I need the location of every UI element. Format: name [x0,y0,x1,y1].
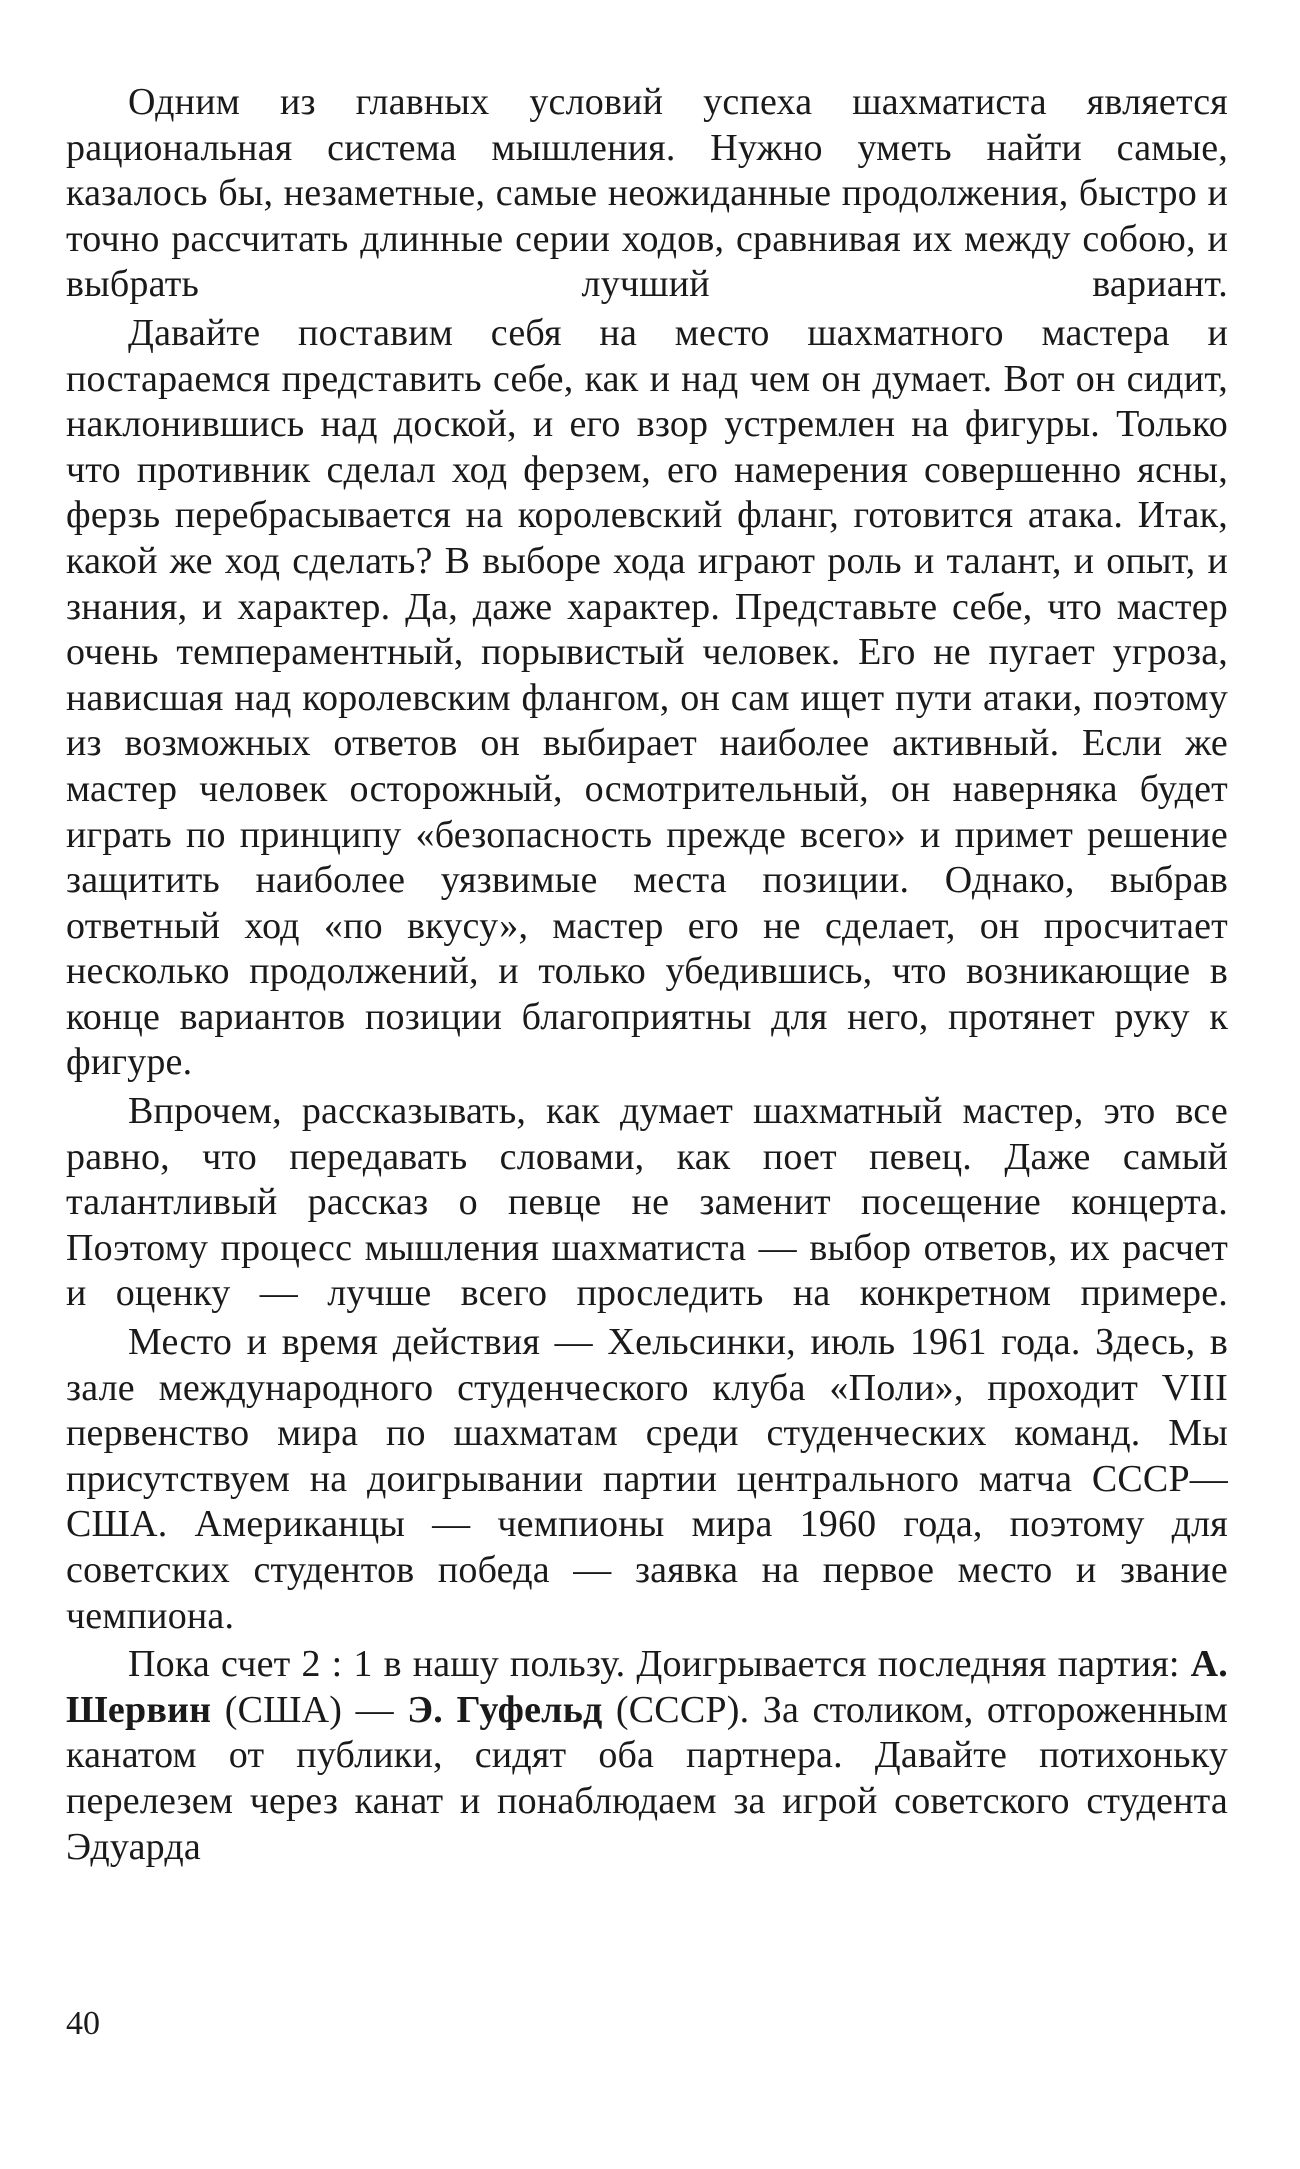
paragraph-helsinki-1961: Место и время действия — Хельсинки, июль 1961 года. Здесь, в зале международного студенческого клуба «Поли», проходит VIII первенство мира по шахматам среди студенческих команд. Мы присутствуем на доигрывании партии центрального матча СССР—США. Американцы — чемпионы мира 1960 года, поэтому для советских студентов победа — заявка на первое место и звание чемпиона. [66,1321,1228,1637]
paragraph-singer-comparison: Впрочем, рассказывать, как думает шахматный мастер, это все равно, что передавать словами, как поет певец. Даже самый талантливый рассказ о певце не заменит посещение концерта. Поэтому процесс мышления шахматиста — выбор ответов, их расчет и оценку — лучше всего проследить на конкретном примере. [66,1090,1228,1315]
last-game-tail-text: (СССР). За столиком, отгороженным канатом от публики, сидят оба партнера. Давайте потихоньку перелезем через канат и понаблюдаем за игрой советского студента Эдуарда [66,1688,1228,1868]
paragraph-last-game [66,1642,1228,1870]
paragraph-master-thinking: Давайте поставим себя на место шахматного мастера и постараемся представить себе, как и над чем он думает. Вот он сидит, наклонившись над доской, и его взор устремлен на фигуры. Только что противник сделал ход ферзем, его намерения совершенно ясны, ферзь перебрасывается на королевский фланг, готовится атака. Итак, какой же ход сделать? В выборе хода играют роль и талант, и опыт, и знания, и характер. Да, даже характер. Представьте себе, что мастер очень темпераментный, порывистый человек. Его не пугает угроза, нависшая над королевским флангом, он сам ищет пути атаки, поэтому из возможных ответов он выбирает наиболее активный. Если же мастер человек осторожный, осмотрительный, он наверняка будет играть по принципу «безопасность прежде всего» и примет решение защитить наиболее уязвимые места позиции. Однако, выбрав ответный ход «по вкусу», мастер его не сделает, он просчитает несколько продолжений, и только убедившись, что возникающие в конце вариантов позиции благоприятны для него, протянет руку к фигуре. [66,311,1228,1084]
player-sherwin: А. Шервин [66,1643,1228,1731]
last-game-lead-text: Пока счет 2 : 1 в нашу пользу. Доигрывается последняя партия: [128,1643,1191,1686]
country-usa-text: (США) — [211,1688,408,1731]
player-gufeld: Э. Гуфельд [407,1688,603,1731]
page-number: 40 [66,2005,100,2042]
book-page-text [66,80,1228,1870]
paragraph-rational-thinking: Одним из главных условий успеха шахматиста является рациональная система мышления. Нужно уметь найти самые, казалось бы, незаметные, самые неожиданные продолжения, быстро и точно рассчитать длинные серии ходов, сравнивая их между собою, и выбрать лучший вариант. [66,81,1228,306]
